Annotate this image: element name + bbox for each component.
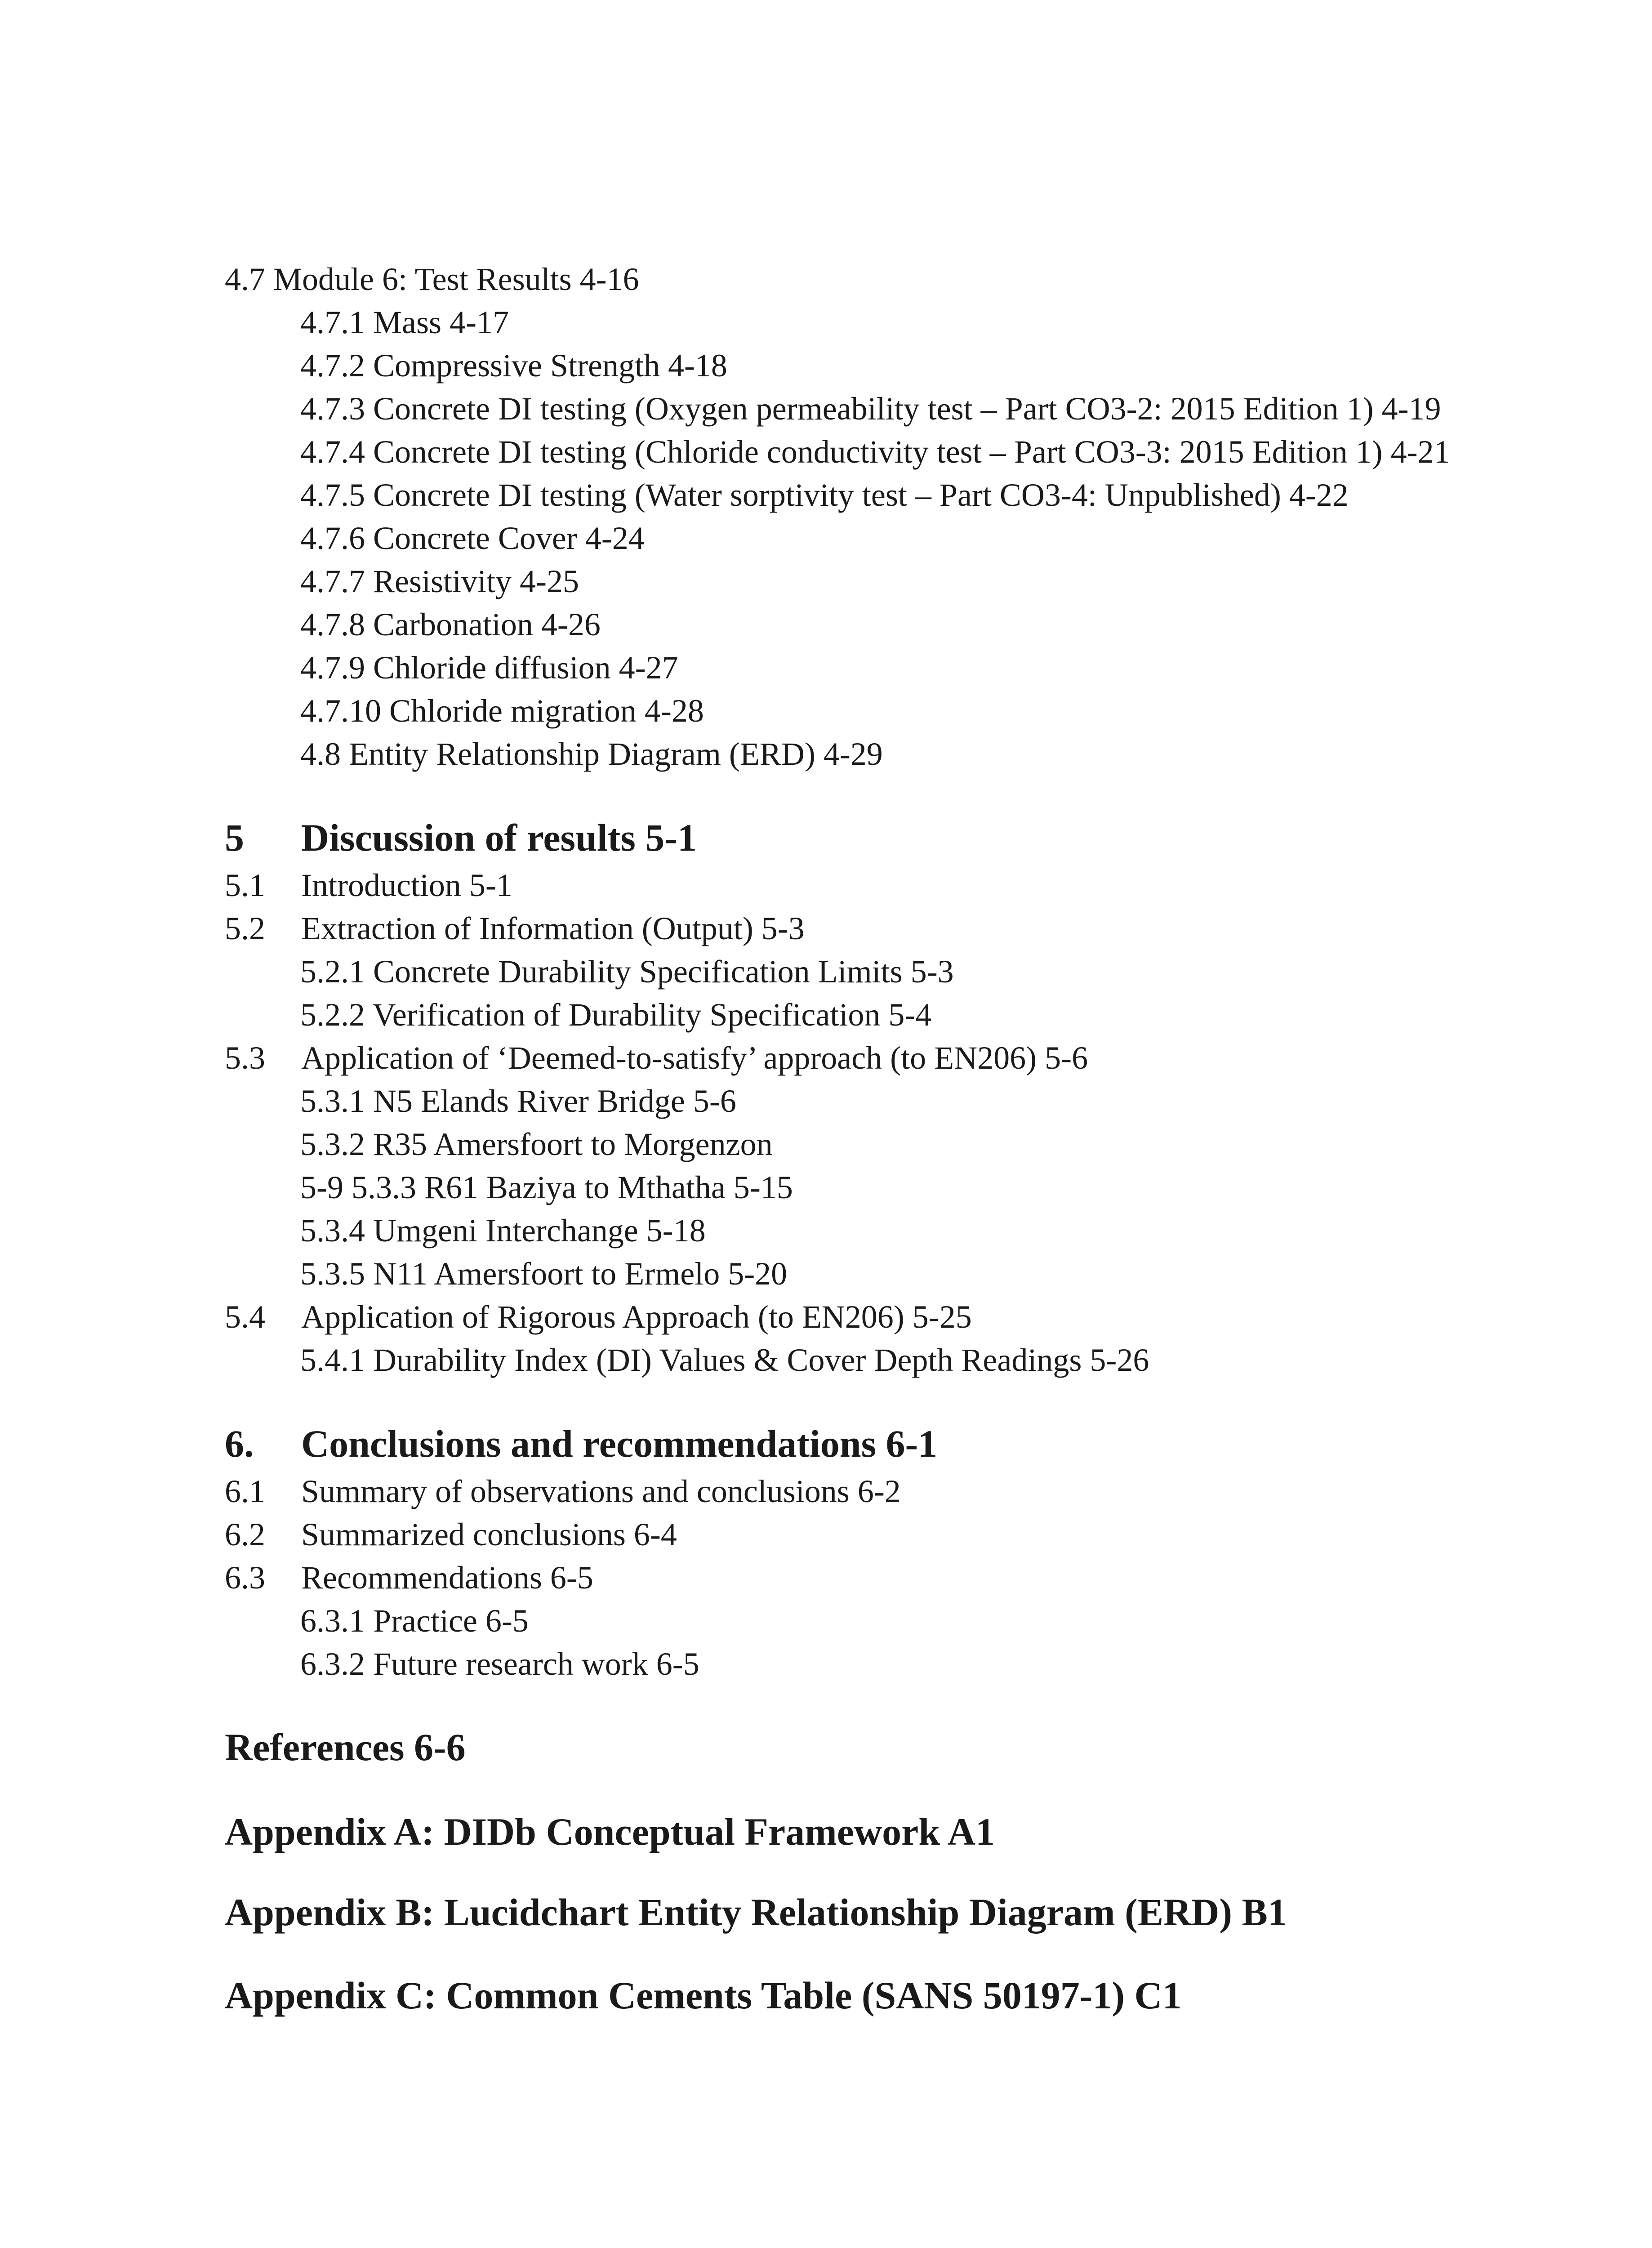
toc-entry-5-3-3: 5-9 5.3.3 R61 Baziya to Mthatha 5-15 <box>300 1169 793 1205</box>
chapter-number: 5 <box>225 816 244 859</box>
section-number: 5.4 <box>225 1299 265 1335</box>
toc-entry-5-1 <box>225 869 512 901</box>
toc-entry-4-7-3: 4.7.3 Concrete DI testing (Oxygen permeability test – Part CO3-2: 2015 Edition 1) 4-19 <box>300 391 1441 427</box>
section-number: 6.2 <box>225 1517 265 1552</box>
section-title: Application of ‘Deemed-to-satisfy’ approach (to EN206) 5-6 <box>301 1040 1088 1076</box>
toc-entry-4-7-6: 4.7.6 Concrete Cover 4-24 <box>300 520 645 556</box>
toc-entry-4-7-9: 4.7.9 Chloride diffusion 4-27 <box>300 650 678 686</box>
toc-entry-4-7-4: 4.7.4 Concrete DI testing (Chloride conductivity test – Part CO3-3: 2015 Edition 1) 4-21 <box>300 434 1450 470</box>
chapter-title: Conclusions and recommendations 6-1 <box>301 1422 938 1465</box>
toc-entry-6-3-2: 6.3.2 Future research work 6-5 <box>300 1646 699 1682</box>
toc-entry-5-3-2: 5.3.2 R35 Amersfoort to Morgenzon <box>300 1126 773 1162</box>
toc-entry-5-4 <box>225 1301 972 1333</box>
section-title: Recommendations 6-5 <box>301 1560 593 1596</box>
toc-entry-5-3-4: 5.3.4 Umgeni Interchange 5-18 <box>300 1213 706 1249</box>
section-number: 6.3 <box>225 1560 265 1596</box>
toc-entry-5-3-5: 5.3.5 N11 Amersfoort to Ermelo 5-20 <box>300 1256 788 1292</box>
toc-references: References 6-6 <box>225 1726 466 1769</box>
section-number: 5.2 <box>225 910 265 946</box>
chapter-heading-6 <box>225 1424 937 1463</box>
toc-entry-4-7-7: 4.7.7 Resistivity 4-25 <box>300 563 579 599</box>
toc-entry-5-4-1: 5.4.1 Durability Index (DI) Values & Cover Depth Readings 5-26 <box>300 1342 1149 1378</box>
toc-appendix-c: Appendix C: Common Cements Table (SANS 50197-1) C1 <box>225 1974 1182 2017</box>
section-title: Summarized conclusions 6-4 <box>301 1517 677 1552</box>
section-number: 5.1 <box>225 867 265 903</box>
section-title: Application of Rigorous Approach (to EN206) 5-25 <box>301 1299 972 1335</box>
toc-appendix-b: Appendix B: Lucidchart Entity Relationship Diagram (ERD) B1 <box>225 1891 1287 1934</box>
toc-entry-5-2-2: 5.2.2 Verification of Durability Specification 5-4 <box>300 997 932 1033</box>
toc-entry-5-2-1: 5.2.1 Concrete Durability Specification Limits 5-3 <box>300 954 954 990</box>
toc-entry-6-3-1: 6.3.1 Practice 6-5 <box>300 1603 529 1639</box>
section-number: 6.1 <box>225 1473 265 1509</box>
toc-entry-4-7-1: 4.7.1 Mass 4-17 <box>300 304 509 340</box>
toc-entry-6-1 <box>225 1475 901 1508</box>
toc-entry-4-8: 4.8 Entity Relationship Diagram (ERD) 4-29 <box>300 736 883 772</box>
toc-entry-6-3 <box>225 1561 593 1594</box>
section-title: Summary of observations and conclusions 6-2 <box>301 1473 901 1509</box>
toc-entry-5-2 <box>225 912 805 945</box>
toc-entry-5-3 <box>225 1042 1088 1074</box>
toc-entry-4-7: 4.7 Module 6: Test Results 4-16 <box>225 261 639 297</box>
toc-entry-4-7-8: 4.7.8 Carbonation 4-26 <box>300 607 601 642</box>
toc-entry-4-7-10: 4.7.10 Chloride migration 4-28 <box>300 693 704 729</box>
section-title: Introduction 5-1 <box>301 867 512 903</box>
toc-entry-4-7-2: 4.7.2 Compressive Strength 4-18 <box>300 348 727 384</box>
chapter-title: Discussion of results 5-1 <box>301 816 697 859</box>
toc-appendix-a: Appendix A: DIDb Conceptual Framework A1 <box>225 1810 995 1853</box>
toc-entry-6-2 <box>225 1518 677 1551</box>
section-number: 5.3 <box>225 1040 265 1076</box>
chapter-number: 6. <box>225 1422 254 1465</box>
toc-entry-5-3-1: 5.3.1 N5 Elands River Bridge 5-6 <box>300 1083 736 1119</box>
chapter-heading-5 <box>225 818 697 857</box>
toc-entry-4-7-5: 4.7.5 Concrete DI testing (Water sorptivity test – Part CO3-4: Unpublished) 4-22 <box>300 477 1349 513</box>
section-title: Extraction of Information (Output) 5-3 <box>301 910 805 946</box>
